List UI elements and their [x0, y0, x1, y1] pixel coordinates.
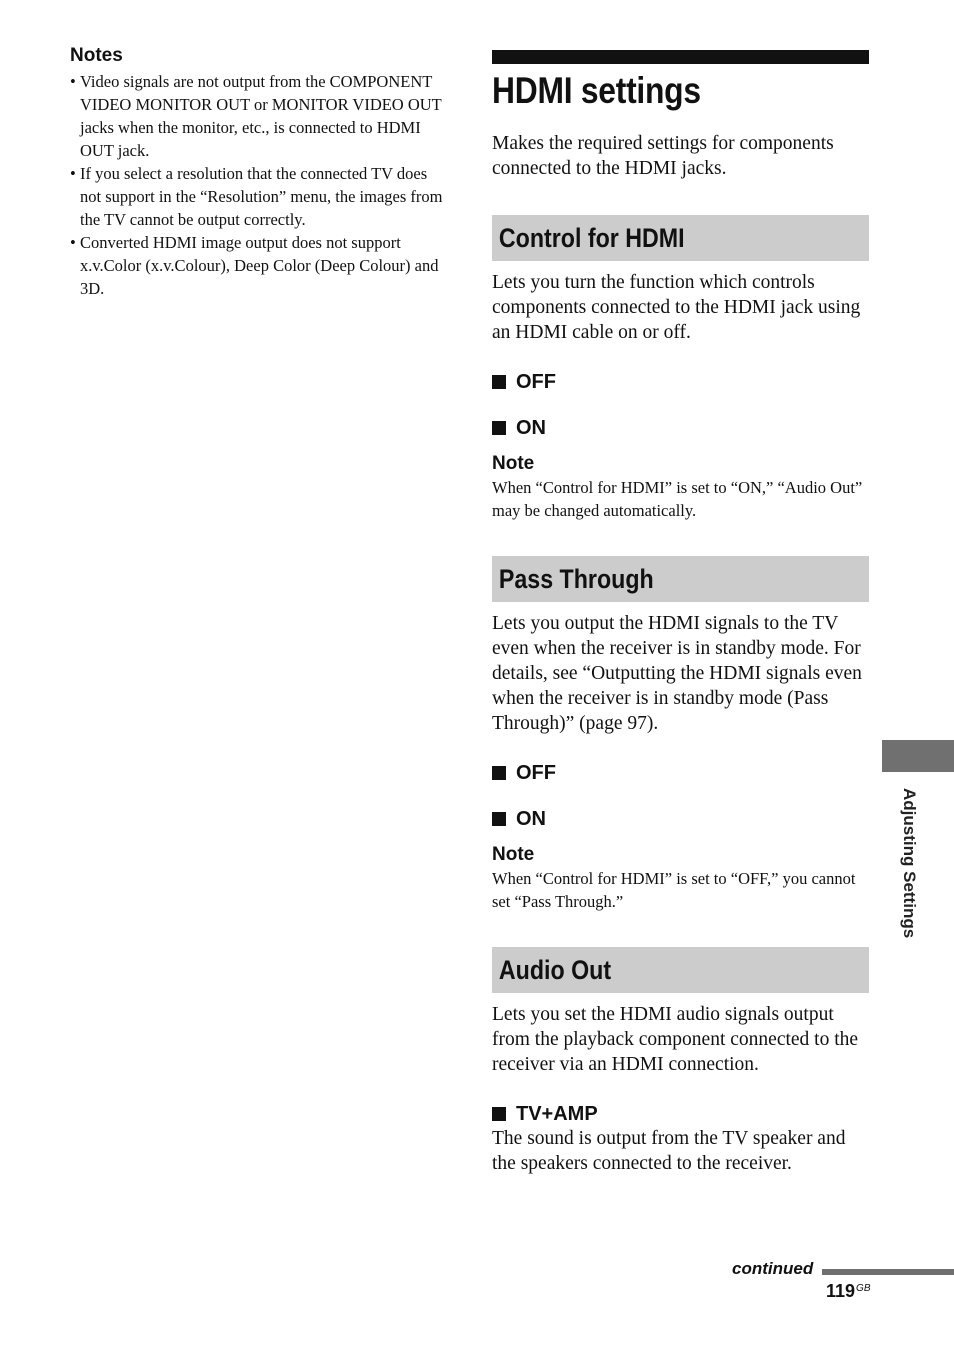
option-label: OFF: [516, 762, 556, 784]
notes-item-text: Video signals are not output from the COMPONENT VIDEO MONITOR OUT or MONITOR VIDEO OUT jacks when the monitor, etc., is connected to HDMI OUT jack.: [80, 72, 442, 160]
continued-bar: [822, 1269, 954, 1275]
option-description: The sound is output from the TV speaker and the speakers connected to the receiver.: [492, 1128, 846, 1174]
notes-item: • If you select a resolution that the connected TV does not support in the “Resolution” menu, the images from the TV cannot be output correctly.: [70, 164, 443, 229]
notes-item: • Video signals are not output from the COMPONENT VIDEO MONITOR OUT or MONITOR VIDEO OUT jacks when the monitor, etc., is connected to HDMI OUT jack.: [70, 72, 442, 160]
option-tv-amp: [492, 1103, 869, 1125]
page-number-value: 119: [826, 1281, 856, 1301]
left-notes: [70, 45, 450, 300]
square-bullet-icon: [492, 421, 506, 435]
side-tab-label: Adjusting Settings: [900, 788, 919, 939]
notes-list: [70, 70, 450, 300]
continued-label: continued: [732, 1259, 814, 1278]
section-heading-audio-out: [492, 947, 869, 993]
section-description: Lets you turn the function which controls components connected to the HDMI jack using an HDMI cable on or off.: [492, 272, 861, 343]
option-off: [492, 762, 869, 784]
side-tab-marker: [882, 740, 954, 772]
square-bullet-icon: [492, 766, 506, 780]
section-heading-text: Audio Out: [498, 954, 612, 985]
section-heading-text: Control for HDMI: [498, 222, 685, 253]
notes-title: Notes: [70, 45, 123, 66]
option-on: [492, 417, 869, 439]
section-heading-pass-through: [492, 556, 869, 602]
option-on: [492, 808, 869, 830]
section-description: Lets you set the HDMI audio signals output from the playback component connected to the receiver via an HDMI connection.: [492, 1004, 859, 1075]
notes-item-text: Converted HDMI image output does not support x.v.Color (x.v.Colour), Deep Color (Deep Colour) and 3D.: [80, 233, 439, 298]
square-bullet-icon: [492, 375, 506, 389]
option-label: ON: [516, 417, 546, 439]
page-number-suffix: GB: [856, 1283, 871, 1294]
note-title: Note: [492, 844, 535, 865]
section-heading-text: Pass Through: [498, 563, 654, 594]
section-description: Lets you output the HDMI signals to the TV even when the receiver is in standby mode. For details, see “Outputting the HDMI signals even when the receiver is in standby mode (Pass Through)” (page 97).: [492, 613, 862, 734]
note-text: When “Control for HDMI” is set to “ON,” “Audio Out” may be changed automatically.: [492, 478, 863, 520]
square-bullet-icon: [492, 812, 506, 826]
note-title: Note: [492, 453, 535, 474]
notes-item-text: If you select a resolution that the connected TV does not support in the “Resolution” menu, the images from the TV cannot be output correctly.: [80, 164, 443, 229]
page-title: HDMI settings: [492, 70, 701, 111]
option-label: OFF: [516, 371, 556, 393]
option-label: ON: [516, 808, 546, 830]
page-number: [826, 1281, 871, 1302]
option-label: TV+AMP: [516, 1103, 598, 1125]
main-column: [492, 50, 869, 1176]
square-bullet-icon: [492, 1107, 506, 1121]
title-rule: [492, 50, 869, 64]
option-off: [492, 371, 869, 393]
intro-text: Makes the required settings for components connected to the HDMI jacks.: [492, 133, 834, 179]
note-text: When “Control for HDMI” is set to “OFF,” you cannot set “Pass Through.”: [492, 869, 856, 911]
notes-item: • Converted HDMI image output does not support x.v.Color (x.v.Colour), Deep Color (Deep Colour) and 3D.: [70, 233, 439, 298]
section-heading-control-for-hdmi: [492, 215, 869, 261]
